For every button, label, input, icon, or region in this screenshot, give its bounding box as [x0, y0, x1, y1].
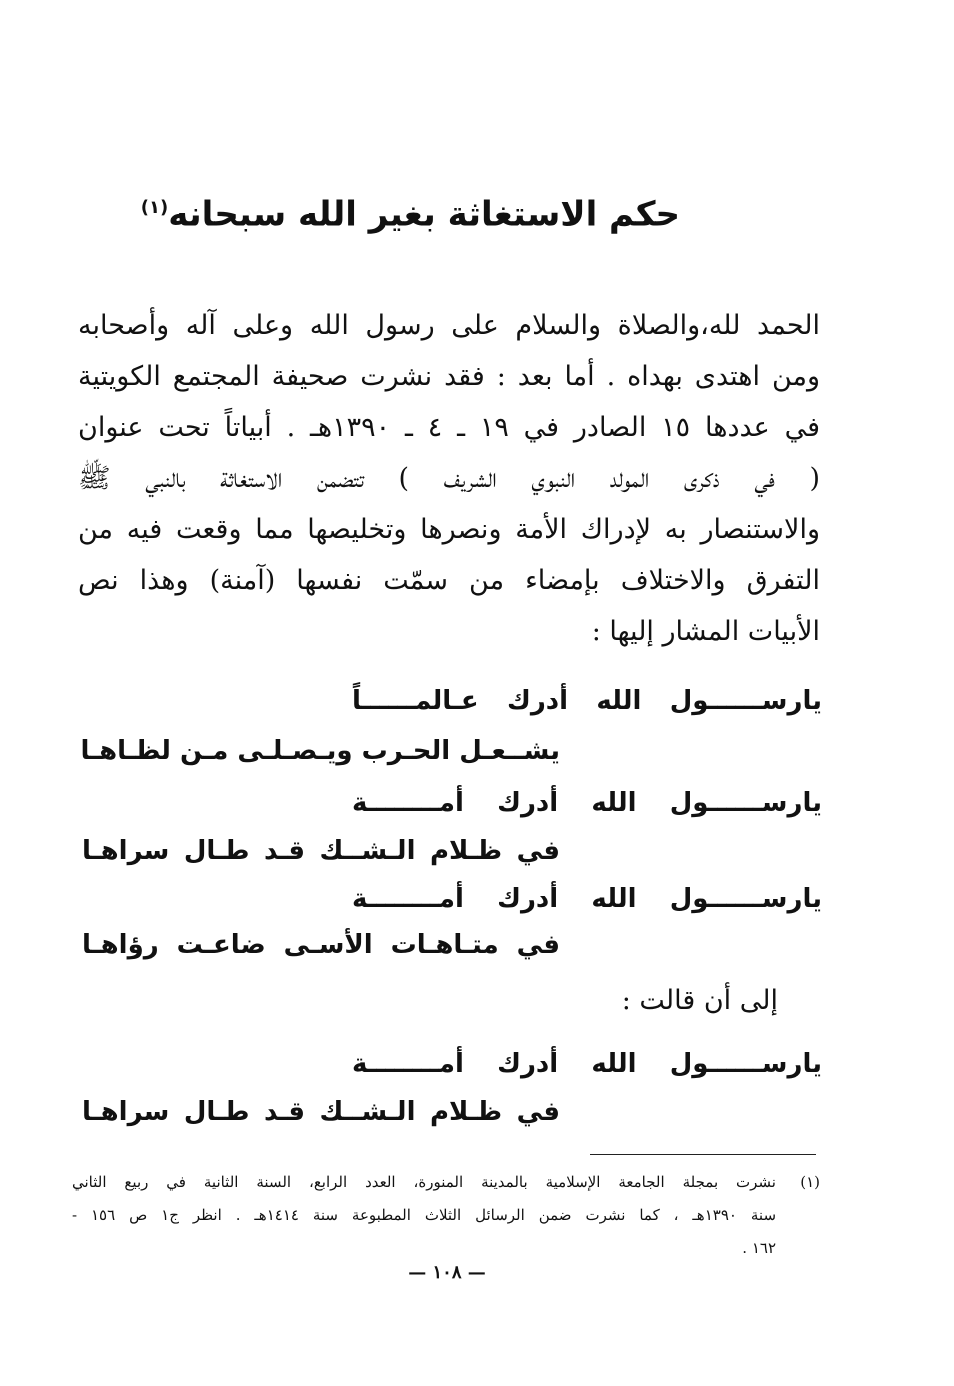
- footnote: [72, 1166, 820, 1265]
- footnote-line: ١٦٢ .: [742, 1239, 776, 1257]
- title-text: حكم الاستغاثة بغير الله سبحانه: [168, 194, 680, 235]
- verse-first-hemistich: يارســــــول الله أدرك أمــــــــة: [352, 1049, 822, 1079]
- verse-second-hemistich: في ظـلام الـشــك قـد طـال سراهـا: [82, 1097, 560, 1127]
- intro-line: الحمد لله،والصلاة والسلام على رسول الله وعلى آله وأصحابه: [78, 310, 820, 341]
- intro-line: ( في ذكرى المولد النبوي الشريف ) تتضمن الاستغاثة بالنبي ﷺ: [78, 463, 820, 494]
- intro-line: الأبيات المشار إليها :: [591, 616, 820, 647]
- intro-line: التفرق والاختلاف بإمضاء من سمّت نفسها (آمنة) وهذا نص: [78, 565, 820, 596]
- verse-first-hemistich: يارســــــول الله أدرك أمــــــــة: [352, 884, 822, 914]
- footnote-text: [72, 1166, 776, 1265]
- title-footnote-marker: (١): [140, 197, 169, 218]
- intro-line: ومن اهتدى بهداه . أما بعد : فقد نشرت صحيفة المجتمع الكويتية: [78, 361, 820, 392]
- intro-paragraph: [78, 300, 820, 657]
- footnote-divider: [590, 1154, 816, 1155]
- footnote-marker: (١): [800, 1173, 820, 1191]
- verse-first-hemistich: يارســــــول الله أدرك أمــــــــة: [352, 788, 822, 818]
- intro-line: في عددها ١٥ الصادر في ١٩ ـ ٤ ـ ١٣٩٠هـ . أبياتاً تحت عنوان: [78, 412, 821, 443]
- footnote-line: سنة ١٣٩٠هـ ، كما نشرت ضمن الرسائل الثلاث المطبوعة سنة ١٤١٤هـ . انظر ج١ ص ١٥٦ -: [72, 1206, 777, 1224]
- page-number: — ١٠٨ —: [408, 1262, 486, 1283]
- verse-second-hemistich: في ظـلام الـشــك قـد طـال سراهـا: [82, 836, 560, 866]
- page-title: [140, 180, 680, 236]
- transition-line: إلى أن قالت :: [621, 985, 778, 1016]
- intro-line: والاستنصار به لإدراك الأمة ونصرها وتخليصها مما وقعت فيه من: [78, 514, 820, 545]
- footnote-line: نشرت بمجلة الجامعة الإسلامية بالمدينة المنورة، العدد الرابع، السنة الثانية في ربيع الثاني: [72, 1173, 776, 1191]
- verse-second-hemistich: يشــعـل الحـرب ويـصـلـى مـن لظـاهـا: [80, 736, 560, 766]
- verse-second-hemistich: في متـاهـات الأسـى ضاعـت رؤاهـا: [82, 930, 560, 960]
- verse-first-hemistich: يارســــــول الله أدرك عـالمــــــاً: [352, 686, 822, 716]
